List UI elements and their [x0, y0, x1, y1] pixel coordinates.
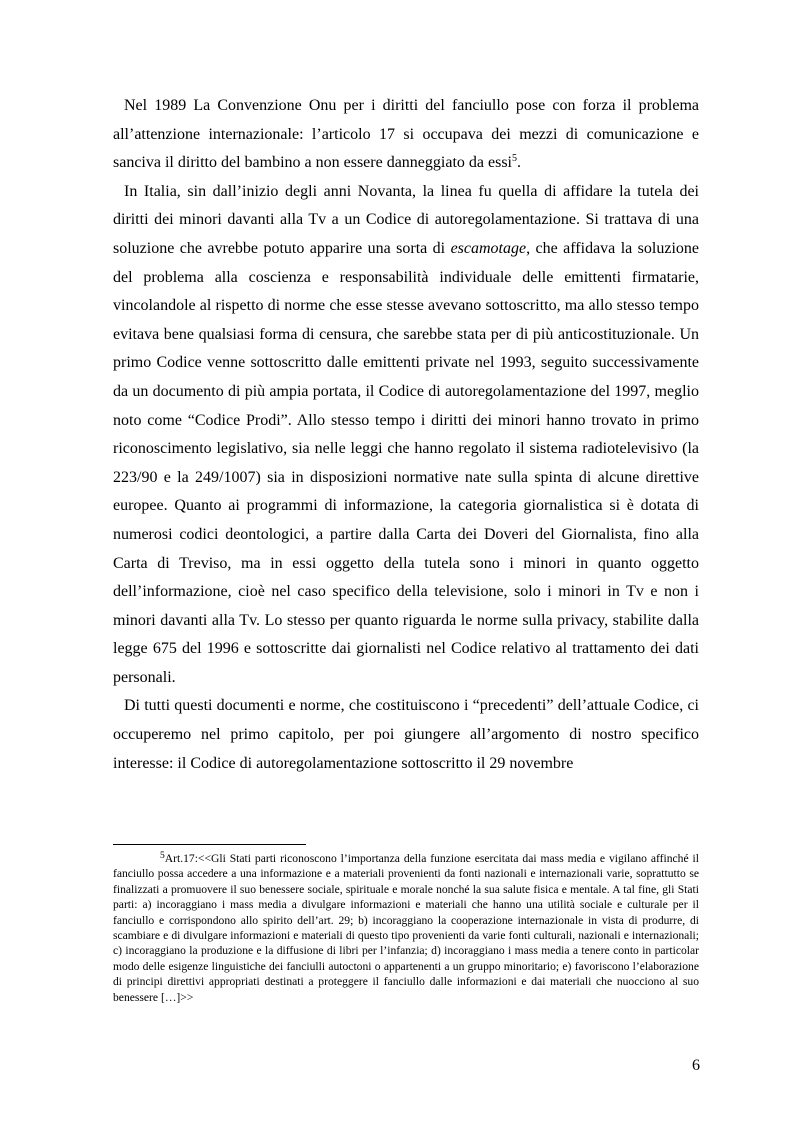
- paragraph-end: .: [517, 154, 521, 172]
- body-text: [113, 92, 699, 778]
- footnote-separator: [113, 844, 306, 845]
- italic-term: escamotage: [450, 239, 527, 257]
- paragraph-precedents: [113, 692, 699, 778]
- footnote-reference: 5: [512, 153, 517, 165]
- footnote-text: Art.17:<<Gli Stati parti riconoscono l’importanza della funzione esercitata dai mass media e vigilano affinché il fanciullo possa accedere a una informazione e a materiali provenienti da fonti nazionali e internazionali varie, soprattutto se finalizzati a promuovere il suo benessere sociale, spirituale e morale nonché la sua salute fisica e mentale. A tal fine, gli Stati parti: a) incoraggiano i mass media a divulgare informazioni e materiali che hanno una utilità sociale e culturale per il fanciullo e corrispondono allo spirito dell’art. 29; b) incoraggiano la cooperazione internazionale in vista di produrre, di scambiare e di divulgare informazioni e materiali di questo tipo provenienti da varie fonti culturali, nazionali e internazionali; c) incoraggiano la produzione e la diffusione di libri per l’infanzia; d) incoraggiano i mass media a tenere conto in particolar modo delle esigenze linguistiche dei fanciulli autoctoni o appartenenti a un gruppo minoritario; e) favoriscono l’elaborazione di principi direttivi appropriati destinati a proteggere il fanciullo dalle informazioni e dai materiali che nuocciono al suo benessere […]>>: [113, 852, 699, 1004]
- paragraph-text-continued: , che affidava la soluzione del problema alla coscienza e responsabilità individuale delle emittenti firmatarie, vincolandole al rispetto di norme che esse stesse avevano sottoscritto, ma allo stesso tempo evitava bene qualsiasi forma di censura, che sarebbe stata per di più anticostituzionale. Un primo Codice venne sottoscritto dalle emittenti private nel 1993, seguito successivamente da un documento di più ampia portata, il Codice di autoregolamentazione del 1997, meglio noto come “Codice Prodi”. Allo stesso tempo i diritti dei minori hanno trovato in primo riconoscimento legislativo, sia nelle leggi che hanno regolato il sistema radiotelevisivo (la 223/90 e la 249/1007) sia in disposizioni normative nate sulla spinta di alcune direttive europee. Quanto ai programmi di informazione, la categoria giornalistica si è dotata di numerosi codici deontologici, a partire dalla Carta dei Doveri del Giornalista, fino alla Carta di Treviso, ma in essi oggetto della tutela sono i minori in quanto oggetto dell’informazione, cioè nel caso specifico della televisione, solo i minori in Tv e non i minori davanti alla Tv. Lo stesso per quanto riguarda le norme sulla privacy, stabilite dalla legge 675 del 1996 e sottoscritte dai giornalisti nel Codice relativo al trattamento dei dati personali.: [113, 239, 700, 686]
- footnote: [113, 851, 699, 1005]
- paragraph-text: Nel 1989 La Convenzione Onu per i diritti del fanciullo pose con forza il problema all’attenzione internazionale: l’articolo 17 si occupava dei mezzi di comunicazione e sanciva il diritto del bambino a non essere danneggiato da essi: [113, 97, 699, 172]
- footnote-marker: 5: [160, 851, 165, 861]
- page-number: 6: [692, 1057, 700, 1074]
- paragraph-italy-codes: [113, 178, 699, 693]
- paragraph-text: Di tutti questi documenti e norme, che costituiscono i “precedenti” dell’attuale Codice, ci occuperemo nel primo capitolo, per poi giungere all’argomento di nostro specifico interesse: il Codice di autoregolamentazione sottoscritto il 29 novembre: [113, 697, 699, 772]
- paragraph-un-convention: [113, 92, 699, 178]
- paragraph-text: In Italia, sin dall’inizio degli anni Novanta, la linea fu quella di affidare la tutela dei diritti dei minori davanti alla Tv a un Codice di autoregolamentazione. Si trattava di una soluzione che avrebbe potuto apparire una sorta di: [113, 182, 699, 257]
